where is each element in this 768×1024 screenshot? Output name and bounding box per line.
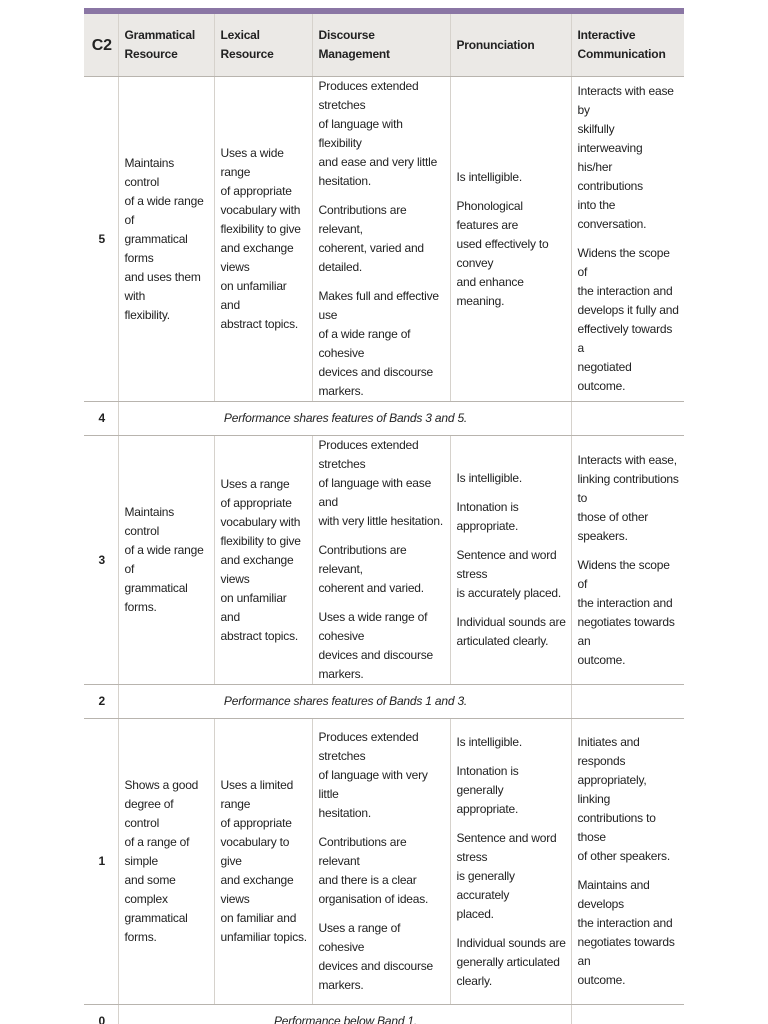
- descriptor-paragraph: [578, 876, 681, 990]
- text-line: his/her contributions: [577, 160, 643, 193]
- text-line: Uses a wide range: [220, 146, 284, 179]
- level-header: C2: [84, 14, 118, 77]
- band-row-3: [84, 436, 684, 685]
- text-line: grammatical forms.: [124, 581, 188, 614]
- text-line: markers.: [318, 667, 364, 681]
- band-row-0: [84, 1005, 684, 1024]
- text-line: on unfamiliar and: [220, 279, 287, 312]
- band-number: 2: [84, 685, 118, 719]
- lexical-resource-cell: [214, 719, 312, 1005]
- descriptor-paragraph: [457, 498, 567, 536]
- text-line: markers.: [318, 384, 364, 398]
- shared-features-note: Performance shares features of Bands 3 and 5.: [118, 402, 571, 436]
- shared-features-note: Performance shares features of Bands 1 and 3.: [118, 685, 571, 719]
- text-line: vocabulary with: [220, 203, 301, 217]
- text-line: Contributions are relevant: [318, 835, 407, 868]
- text-line: Phonological features are: [456, 198, 523, 232]
- text-line: develops it fully and: [577, 303, 679, 317]
- descriptor-paragraph: [319, 919, 446, 995]
- text-line: Uses a limited range: [220, 778, 294, 811]
- text-line: effectively towards a: [577, 322, 673, 355]
- text-line: Uses a wide range of cohesive: [318, 610, 428, 643]
- pronunciation-cell: [450, 719, 571, 1005]
- text-line: coherent, varied and detailed.: [318, 241, 424, 274]
- descriptor-paragraph: [457, 733, 567, 752]
- text-line: Individual sounds are: [456, 935, 566, 950]
- text-line: the interaction and: [577, 595, 673, 610]
- text-line: placed.: [456, 906, 494, 921]
- text-line: the interaction and: [577, 284, 673, 298]
- text-line: grammatical forms: [124, 231, 188, 265]
- text-line: appropriately, linking: [577, 773, 647, 806]
- text-line: Individual sounds are: [456, 615, 566, 629]
- text-line: flexibility to give: [220, 222, 301, 236]
- text-line: Grammatical: [124, 28, 196, 42]
- text-line: Widens the scope of: [577, 557, 670, 591]
- text-line: and some complex: [124, 873, 176, 906]
- band-number: 4: [84, 402, 118, 436]
- text-line: Interacts with ease by: [577, 84, 674, 117]
- text-line: of language with ease and: [318, 476, 432, 509]
- text-line: devices and discourse: [318, 365, 434, 379]
- text-line: and uses them with: [124, 269, 201, 303]
- descriptor-paragraph: [578, 451, 681, 546]
- text-line: outcome.: [577, 973, 626, 987]
- text-line: negotiates towards an: [577, 614, 675, 648]
- text-line: grammatical forms.: [124, 911, 188, 944]
- text-line: into the conversation.: [577, 198, 647, 231]
- band-number: 1: [84, 719, 118, 1005]
- text-line: used effectively to convey: [456, 236, 549, 270]
- text-line: and there is a clear: [318, 873, 417, 887]
- empty-cell: [571, 402, 684, 436]
- text-line: hesitation.: [318, 174, 372, 188]
- band-number: 3: [84, 436, 118, 685]
- descriptor-paragraph: [319, 201, 446, 277]
- discourse-management-header: Discourse Management: [312, 14, 450, 77]
- text-line: vocabulary to give: [220, 835, 290, 868]
- empty-cell: [571, 1005, 684, 1024]
- text-line: of a wide range of: [124, 193, 204, 227]
- assessment-table: [84, 14, 684, 1024]
- text-line: Intonation is generally: [456, 763, 519, 797]
- text-line: devices and discourse: [318, 648, 434, 662]
- text-line: Is intelligible.: [456, 471, 523, 485]
- text-line: negotiates towards an: [577, 935, 675, 968]
- text-line: skilfully interweaving: [577, 122, 643, 155]
- descriptor-paragraph: [457, 197, 567, 311]
- text-line: and exchange views: [220, 552, 294, 586]
- grammatical-resource-cell: [118, 436, 214, 685]
- band-row-4: [84, 402, 684, 436]
- text-line: Communication: [577, 47, 666, 61]
- text-line: and ease and very little: [318, 155, 438, 169]
- pronunciation-cell: [450, 77, 571, 402]
- text-line: abstract topics.: [220, 628, 299, 643]
- interactive-communication-cell: [571, 436, 684, 685]
- text-line: Makes full and effective use: [318, 289, 439, 322]
- text-line: Shows a good: [124, 778, 199, 792]
- descriptor-paragraph: [319, 77, 446, 191]
- text-line: organisation of ideas.: [318, 892, 429, 906]
- text-line: and enhance meaning.: [456, 274, 524, 308]
- descriptor-paragraph: [457, 762, 567, 819]
- text-line: Sentence and word stress: [456, 548, 557, 581]
- descriptor-paragraph: [457, 934, 567, 991]
- text-line: appropriate.: [456, 801, 519, 816]
- text-line: flexibility.: [124, 307, 170, 322]
- text-line: degree of control: [124, 797, 174, 830]
- text-line: contributions to those: [577, 811, 656, 844]
- below-band-note: Performance below Band 1.: [118, 1005, 571, 1024]
- descriptor-paragraph: [319, 287, 446, 401]
- text-line: of a range of simple: [124, 835, 190, 868]
- text-line: those of other speakers.: [577, 509, 649, 543]
- text-line: of other speakers.: [577, 849, 670, 863]
- text-line: of appropriate: [220, 816, 292, 830]
- assessment-scale: [84, 8, 684, 1024]
- text-line: Maintains control: [124, 505, 175, 538]
- pronunciation-header: Pronunciation: [450, 14, 571, 77]
- text-line: abstract topics.: [220, 317, 299, 331]
- text-line: articulated clearly.: [456, 634, 549, 648]
- text-line: outcome.: [577, 652, 626, 667]
- text-line: is accurately placed.: [456, 586, 562, 600]
- text-line: is generally accurately: [456, 868, 515, 902]
- descriptor-paragraph: [578, 244, 681, 396]
- descriptor-paragraph: [319, 608, 446, 684]
- text-line: negotiated outcome.: [577, 360, 632, 393]
- descriptor-paragraph: [319, 833, 446, 909]
- text-line: hesitation.: [318, 806, 372, 820]
- descriptor-paragraph: [457, 546, 567, 603]
- lexical-resource-cell: [214, 436, 312, 685]
- descriptor-paragraph: [319, 436, 446, 531]
- text-line: with very little hesitation.: [318, 514, 443, 528]
- text-line: Uses a range: [220, 476, 290, 491]
- text-line: flexibility to give: [220, 533, 301, 548]
- descriptor-paragraph: [457, 829, 567, 924]
- text-line: Interactive: [577, 28, 636, 42]
- descriptor-paragraph: [457, 168, 567, 187]
- text-line: linking contributions to: [577, 471, 679, 505]
- interactive-communication-cell: [571, 77, 684, 402]
- grammatical-resource-cell: [118, 719, 214, 1005]
- text-line: of a wide range of cohesive: [318, 327, 411, 360]
- band-number: 5: [84, 77, 118, 402]
- text-line: Interacts with ease,: [577, 452, 677, 467]
- descriptor-paragraph: [578, 556, 681, 670]
- descriptor-paragraph: [578, 82, 681, 234]
- text-line: Produces extended stretches: [318, 79, 419, 112]
- discourse-management-cell: [312, 436, 450, 685]
- text-line: Uses a range of cohesive: [318, 921, 401, 954]
- grammatical-resource-header: [118, 14, 214, 77]
- text-line: Resource: [220, 47, 274, 61]
- band-row-5: [84, 77, 684, 402]
- text-line: Widens the scope of: [577, 246, 670, 279]
- text-line: Resource: [124, 47, 178, 61]
- text-line: Is intelligible.: [456, 169, 523, 184]
- text-line: unfamiliar topics.: [220, 930, 307, 944]
- descriptor-paragraph: [319, 541, 446, 598]
- text-line: of language with flexibility: [318, 117, 403, 150]
- band-number: 0: [84, 1005, 118, 1024]
- text-line: Produces extended stretches: [318, 730, 419, 763]
- text-line: of a wide range of: [124, 543, 204, 576]
- text-line: and exchange views: [220, 241, 294, 274]
- text-line: the interaction and: [577, 916, 673, 930]
- text-line: Sentence and word stress: [456, 830, 557, 864]
- grammatical-resource-cell: [118, 77, 214, 402]
- text-line: vocabulary with: [220, 514, 301, 529]
- empty-cell: [571, 685, 684, 719]
- text-line: on familiar and: [220, 911, 297, 925]
- table-header-row: [84, 14, 684, 77]
- text-line: clearly.: [456, 973, 493, 988]
- discourse-management-cell: [312, 719, 450, 1005]
- discourse-management-cell: [312, 77, 450, 402]
- text-line: Contributions are relevant,: [318, 543, 407, 576]
- text-line: Lexical: [220, 28, 260, 42]
- descriptor-paragraph: [578, 733, 681, 866]
- text-line: generally articulated: [456, 954, 560, 969]
- text-line: of appropriate: [220, 495, 292, 510]
- text-line: Is intelligible.: [456, 734, 523, 749]
- band-row-2: [84, 685, 684, 719]
- descriptor-paragraph: [319, 728, 446, 823]
- text-line: Maintains and develops: [577, 878, 650, 911]
- text-line: coherent and varied.: [318, 581, 424, 595]
- text-line: and exchange views: [220, 873, 294, 906]
- interactive-communication-cell: [571, 719, 684, 1005]
- band-row-1: [84, 719, 684, 1005]
- interactive-communication-header: [571, 14, 684, 77]
- lexical-resource-cell: [214, 77, 312, 402]
- text-line: Intonation is appropriate.: [456, 500, 519, 533]
- text-line: devices and discourse markers.: [318, 959, 434, 992]
- pronunciation-cell: [450, 436, 571, 685]
- descriptor-paragraph: [457, 613, 567, 651]
- lexical-resource-header: [214, 14, 312, 77]
- text-line: of language with very little: [318, 768, 428, 801]
- descriptor-paragraph: [457, 469, 567, 488]
- text-line: Initiates and responds: [577, 735, 640, 768]
- text-line: Produces extended stretches: [318, 438, 419, 471]
- text-line: Maintains control: [124, 155, 175, 189]
- text-line: of appropriate: [220, 184, 292, 198]
- text-line: Contributions are relevant,: [318, 203, 407, 236]
- text-line: on unfamiliar and: [220, 590, 287, 624]
